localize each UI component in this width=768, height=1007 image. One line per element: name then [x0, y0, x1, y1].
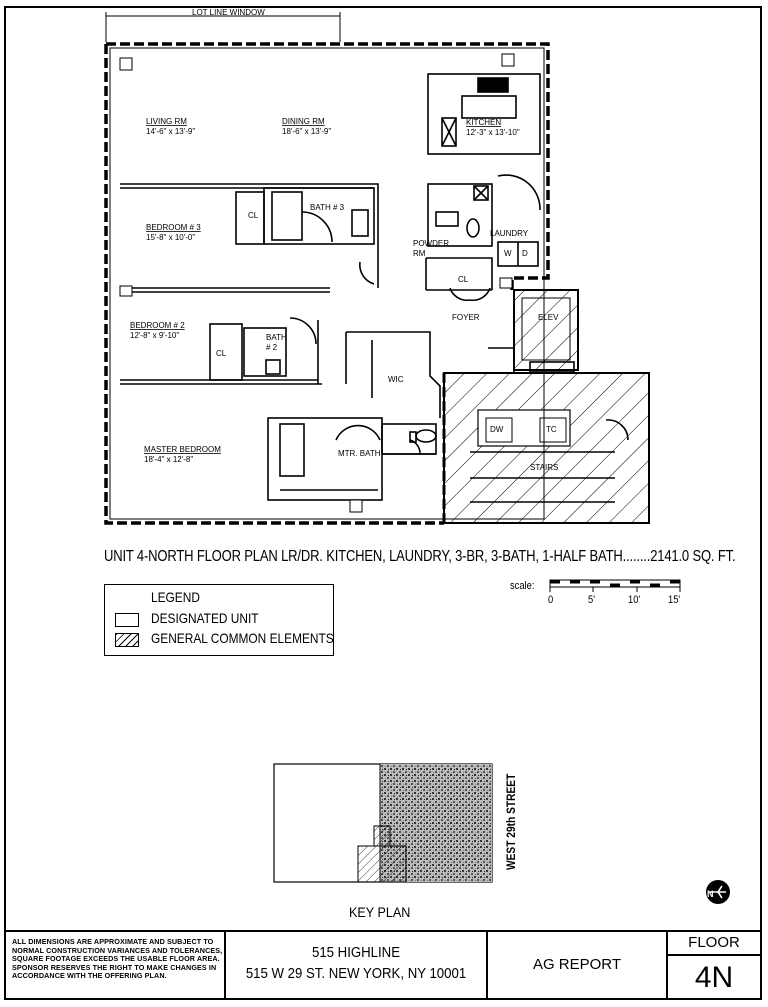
- dining-room-dims: 18'-6" x 13'-9": [282, 127, 332, 136]
- scale-bar: [550, 580, 680, 592]
- building-name: 515 HIGHLINE: [311, 944, 401, 961]
- lot-line-dimension: [106, 8, 340, 42]
- legend-item-label: DESIGNATED UNIT: [151, 610, 259, 626]
- bath3-label: BATH # 3: [310, 203, 345, 212]
- powder-room-label: POWDER: [413, 239, 449, 248]
- stairs-label: STAIRS: [530, 463, 559, 472]
- dining-room-label: DINING RM: [282, 117, 325, 126]
- bedroom2-dims: 12'-8" x 9'-10": [130, 331, 180, 340]
- street-label: WEST 29th STREET: [504, 773, 518, 870]
- scale-mark-10: 10': [628, 594, 641, 606]
- bedroom3-dims: 15'-8" x 10'-0": [146, 233, 196, 242]
- legend-box: [104, 584, 334, 656]
- floor-heading: FLOOR: [668, 932, 760, 956]
- laundry-label: LAUNDRY: [490, 229, 529, 238]
- floor-plan-caption: UNIT 4-NORTH FLOOR PLAN LR/DR. KITCHEN, LAUNDRY, 3-BR, 3-BATH, 1-HALF BATH........2141.0 SQ. FT.: [104, 548, 736, 565]
- disclaimer-cell: [4, 932, 226, 1000]
- floor-value: 4N: [694, 961, 734, 994]
- living-room-label: LIVING RM: [146, 117, 187, 126]
- elevator-label: ELEV: [538, 313, 559, 322]
- dishwasher-label: DW: [490, 425, 504, 434]
- scale-label: scale:: [510, 580, 535, 592]
- trash-chute-label: TC: [546, 425, 557, 434]
- floor-cell: [668, 932, 760, 1000]
- svg-text:N: N: [707, 889, 714, 899]
- closet-label-bedroom2: CL: [216, 349, 227, 358]
- bedroom3-label: BEDROOM # 3: [146, 223, 201, 232]
- title-block: [4, 930, 762, 1000]
- legend-item-label: GENERAL COMMON ELEMENTS: [151, 630, 334, 646]
- key-plan: [274, 764, 492, 882]
- report-cell: [488, 932, 668, 1000]
- building-address: 515 W 29 ST. NEW YORK, NY 10001: [245, 965, 467, 982]
- kitchen-dims: 12'-3" x 13'-10": [466, 128, 520, 137]
- key-plan-label: KEY PLAN: [349, 904, 411, 920]
- bedroom2-label: BEDROOM # 2: [130, 321, 185, 330]
- common-elements-swatch: [115, 633, 139, 647]
- disclaimer-text: ALL DIMENSIONS ARE APPROXIMATE AND SUBJECT TO NORMAL CONSTRUCTION VARIANCES AND TOLERANCES, SQUARE FOOTAGE EXCEEDS THE USABLE FLOOR AREA. SPONSOR RESERVES THE RIGHT TO MAKE CHANGES IN ACCORDANCE WITH THE OFFERING PLAN.: [12, 937, 223, 981]
- address-cell: [226, 932, 488, 1000]
- report-name: AG REPORT: [532, 956, 622, 973]
- living-room-dims: 14'-6" x 13'-9": [146, 127, 196, 136]
- washer-label: W: [504, 249, 512, 258]
- closet-label-bedroom3: CL: [248, 211, 259, 220]
- wic-label: WIC: [388, 375, 404, 384]
- lot-line-label: LOT LINE WINDOW: [192, 8, 265, 17]
- north-arrow-icon: [706, 880, 730, 904]
- master-bedroom-dims: 18'-4" x 12'-8": [144, 455, 194, 464]
- scale-mark-5: 5': [588, 594, 595, 606]
- scale-mark-15: 15': [668, 594, 681, 606]
- kitchen-label: KITCHEN: [466, 118, 502, 127]
- scale-mark-0: 0: [548, 594, 554, 606]
- common-elements-area: [444, 290, 649, 523]
- bath2-label: BATH: [266, 333, 287, 342]
- legend-title: LEGEND: [151, 589, 200, 605]
- designated-unit-swatch: [115, 613, 139, 627]
- bath2-number: # 2: [266, 343, 278, 352]
- foyer-label: FOYER: [452, 313, 480, 322]
- dryer-label: D: [522, 249, 528, 258]
- closet-label-foyer: CL: [458, 275, 469, 284]
- master-bath-label: MTR. BATH: [338, 449, 381, 458]
- powder-room-label-2: RM: [413, 249, 426, 258]
- master-bedroom-label: MASTER BEDROOM: [144, 445, 221, 454]
